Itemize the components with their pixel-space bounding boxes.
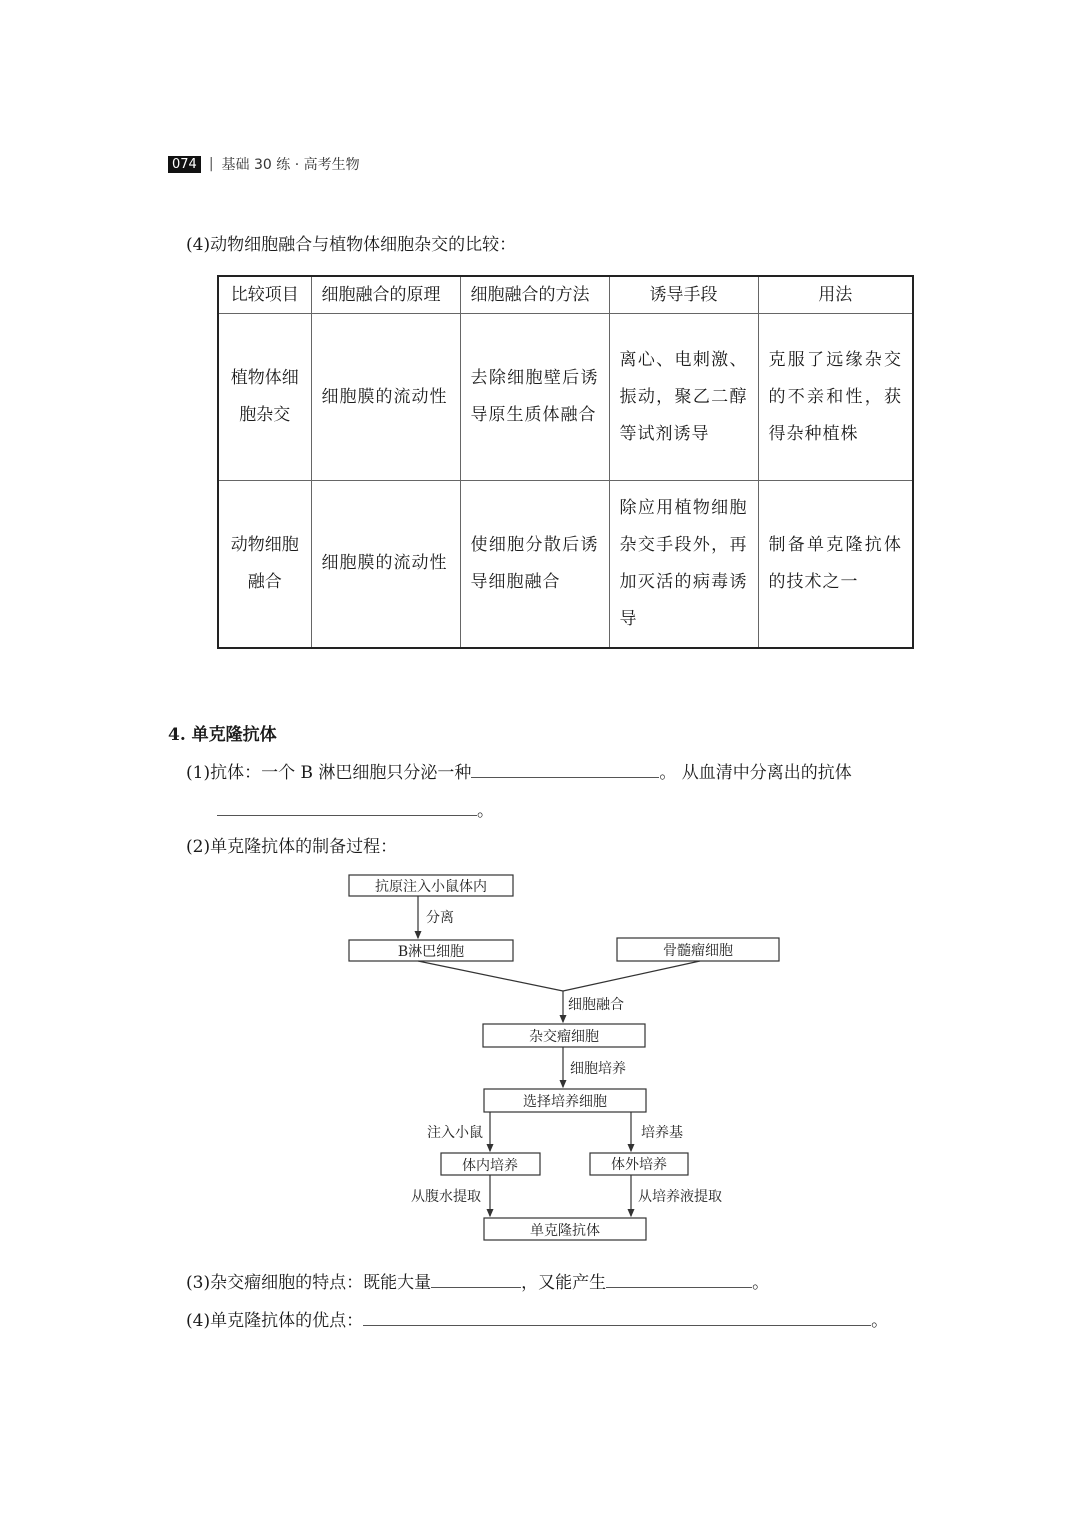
- culture-label: 细胞培养: [570, 1061, 626, 1077]
- mab-label: 单克隆抗体: [530, 1223, 600, 1239]
- merge-line-left: [418, 961, 563, 991]
- select-label: 选择培养细胞: [523, 1094, 607, 1110]
- medium-label: 培养基: [641, 1125, 683, 1141]
- page-number: 074: [168, 156, 201, 173]
- table-header-cell: 比较项目: [218, 276, 311, 314]
- inject-label: 注入小鼠: [427, 1125, 483, 1141]
- question-3-text-2: ，又能产生: [521, 1273, 607, 1293]
- in-vitro-label: 体外培养: [611, 1157, 667, 1173]
- table-cell: 动物细胞融合: [218, 481, 311, 648]
- question-1-end: 。: [477, 801, 494, 821]
- table-cell: 制备单克隆抗体的技术之一: [758, 481, 913, 648]
- question-3-text: (3)杂交瘤细胞的特点：既能大量: [186, 1273, 432, 1293]
- table-cell: 除应用植物细胞杂交手段外，再加灭活的病毒诱导: [609, 481, 758, 648]
- answer-blank[interactable]: [363, 1307, 871, 1326]
- table-header-cell: 细胞融合的方法: [460, 276, 609, 314]
- separate-label: 分离: [426, 910, 454, 926]
- table-cell: 使细胞分散后诱导细胞融合: [460, 481, 609, 648]
- question-3-end: 。: [752, 1273, 770, 1293]
- table-cell: 细胞膜的流动性: [311, 314, 460, 481]
- fluid-label: 从培养液提取: [638, 1189, 722, 1205]
- question-4-text: (4)单克隆抗体的优点：: [186, 1311, 364, 1331]
- table-header-cell: 用法: [758, 276, 913, 314]
- antigen-label: 抗原注入小鼠体内: [375, 879, 487, 895]
- question-2: (2)单克隆抗体的制备过程：: [186, 837, 398, 857]
- b-cell-label: B淋巴细胞: [397, 944, 465, 960]
- section-title: 4. 单克隆抗体: [168, 725, 277, 745]
- table-cell: 离心、电刺激、振动，聚乙二醇等试剂诱导: [609, 314, 758, 481]
- table-cell: 去除细胞壁后诱导原生质体融合: [460, 314, 609, 481]
- question-4-end: 。: [871, 1311, 889, 1331]
- answer-blank[interactable]: [606, 1269, 752, 1288]
- table-cell: 植物体细胞杂交: [218, 314, 311, 481]
- table-header-cell: 细胞融合的原理: [311, 276, 460, 314]
- answer-blank[interactable]: [431, 1269, 521, 1288]
- in-vivo-label: 体内培养: [462, 1158, 518, 1174]
- ascites-label: 从腹水提取: [411, 1189, 481, 1205]
- table-cell: 克服了远缘杂交的不亲和性，获得杂种植株: [758, 314, 913, 481]
- question-1-text: (1)抗体：一个 B 淋巴细胞只分泌一种: [186, 763, 472, 783]
- merge-line-right: [563, 961, 700, 991]
- table-header-cell: 诱导手段: [609, 276, 758, 314]
- comparison-intro: (4)动物细胞融合与植物体细胞杂交的比较：: [186, 235, 517, 255]
- header-divider: |: [208, 156, 214, 172]
- book-title: 基础 30 练 · 高考生物: [221, 157, 360, 173]
- question-1-text-2: 。 从血清中分离出的抗体: [659, 763, 852, 783]
- table-cell: 细胞膜的流动性: [311, 481, 460, 648]
- question-4: [186, 1306, 888, 1331]
- fusion-label: 细胞融合: [568, 997, 624, 1013]
- myeloma-label: 骨髓瘤细胞: [663, 943, 733, 959]
- question-3: [186, 1268, 769, 1293]
- hybridoma-label: 杂交瘤细胞: [529, 1029, 599, 1045]
